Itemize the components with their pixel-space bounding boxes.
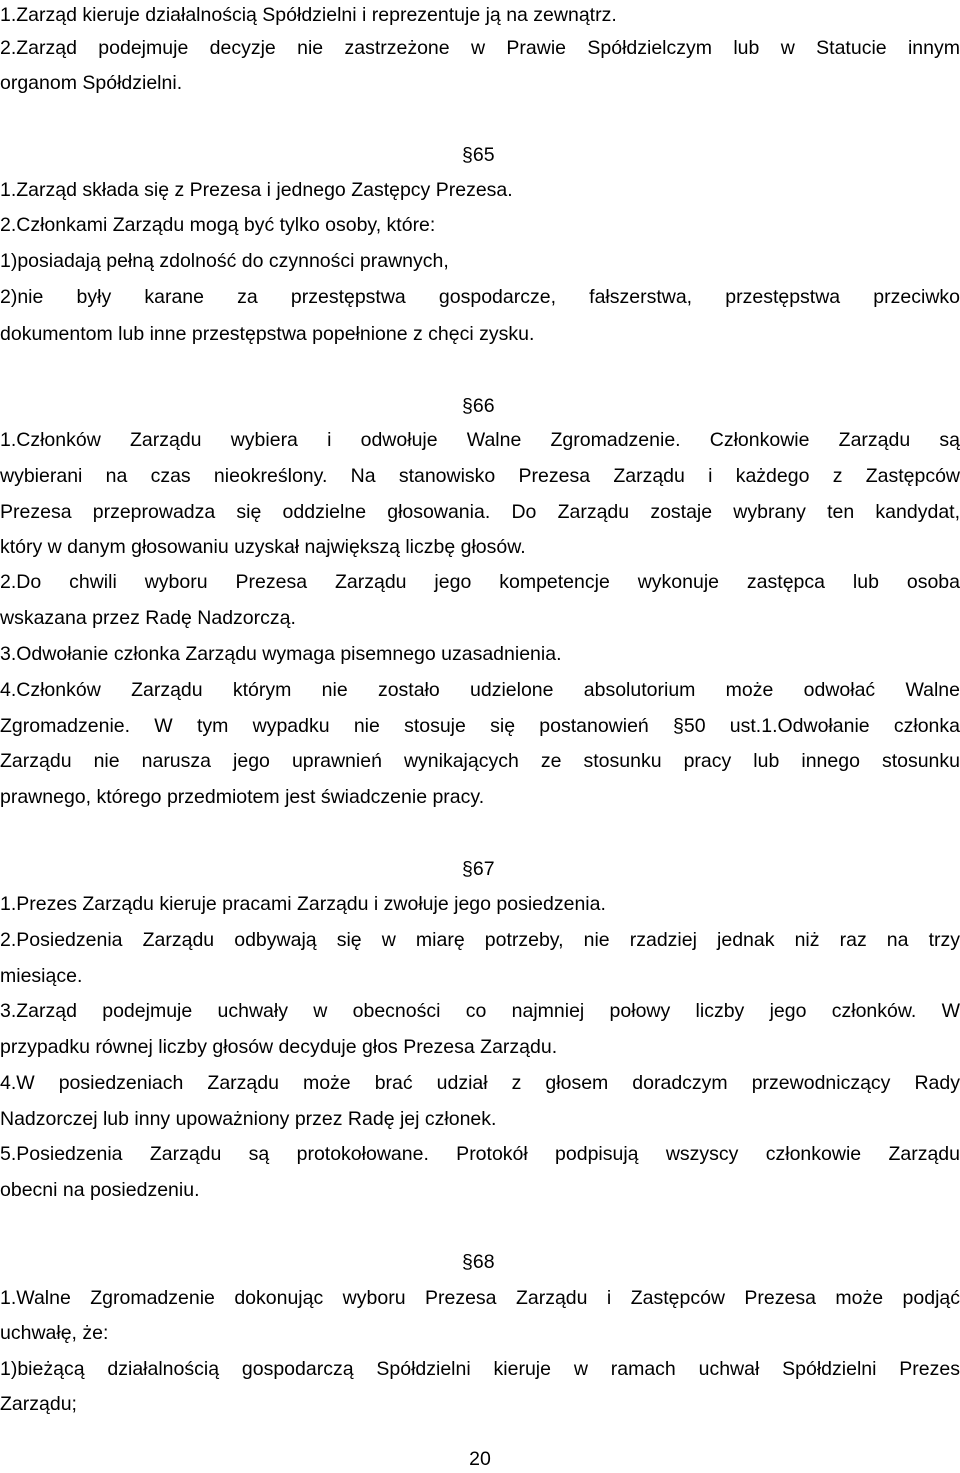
text-line: 1.Prezes Zarządu kieruje pracami Zarządu i zwołuje jego posiedzenia.	[0, 893, 606, 915]
text-line: Zgromadzenie. W tym wypadku nie stosuje się postanowień §50 ust.1.Odwołanie członka	[0, 715, 960, 737]
text-line: wybierani na czas nieokreślony. Na stanowisko Prezesa Zarządu i każdego z Zastępców	[0, 465, 960, 487]
text-line: 2.Posiedzenia Zarządu odbywają się w miarę potrzeby, nie rzadziej jednak niż raz na trzy	[0, 929, 960, 951]
text-line: uchwałę, że:	[0, 1322, 109, 1344]
text-line: Nadzorczej lub inny upoważniony przez Radę jej członek.	[0, 1108, 497, 1130]
text-line: 3.Zarząd podejmuje uchwały w obecności co najmniej połowy liczby jego członków. W	[0, 1000, 960, 1022]
text-line: organom Spółdzielni.	[0, 72, 183, 94]
section-heading-68: §68	[462, 1251, 495, 1273]
text-line: 1)posiadają pełną zdolność do czynności prawnych,	[0, 250, 449, 272]
text-line: 4.W posiedzeniach Zarządu może brać udział z głosem doradczym przewodniczący Rady	[0, 1072, 960, 1094]
text-line: 3.Odwołanie członka Zarządu wymaga pisemnego uzasadnienia.	[0, 643, 562, 665]
text-line: 2.Członkami Zarządu mogą być tylko osoby, które:	[0, 214, 436, 236]
text-line: 1)bieżącą działalnością gospodarczą Spółdzielni kieruje w ramach uchwał Spółdzielni Prezes	[0, 1358, 960, 1380]
section-heading-65: §65	[462, 144, 495, 166]
text-line: przypadku równej liczby głosów decyduje głos Prezesa Zarządu.	[0, 1036, 558, 1058]
text-line: 1.Członków Zarządu wybiera i odwołuje Walne Zgromadzenie. Członkowie Zarządu są	[0, 429, 960, 451]
text-line: 4.Członków Zarządu którym nie zostało udzielone absolutorium może odwołać Walne	[0, 679, 960, 701]
text-line: 2.Do chwili wyboru Prezesa Zarządu jego kompetencje wykonuje zastępca lub osoba	[0, 571, 960, 593]
text-line: 1.Zarząd kieruje działalnością Spółdzielni i reprezentuje ją na zewnątrz.	[0, 4, 617, 26]
text-line: 1.Walne Zgromadzenie dokonując wyboru Prezesa Zarządu i Zastępców Prezesa może podjąć	[0, 1287, 960, 1309]
text-line: obecni na posiedzeniu.	[0, 1179, 200, 1201]
text-line: 1.Zarząd składa się z Prezesa i jednego Zastępcy Prezesa.	[0, 179, 513, 201]
section-heading-66: §66	[462, 395, 495, 417]
text-line: 2)nie były karane za przestępstwa gospodarcze, fałszerstwa, przestępstwa przeciwko	[0, 286, 960, 308]
text-line: Prezesa przeprowadza się oddzielne głosowania. Do Zarządu zostaje wybrany ten kandydat,	[0, 501, 960, 523]
section-heading-67: §67	[462, 858, 495, 880]
page-number: 20	[469, 1448, 491, 1470]
text-line: miesiące.	[0, 965, 83, 987]
text-line: który w danym głosowaniu uzyskał największą liczbę głosów.	[0, 536, 526, 558]
text-line: prawnego, którego przedmiotem jest świadczenie pracy.	[0, 786, 485, 808]
text-line: dokumentom lub inne przestępstwa popełnione z chęci zysku.	[0, 323, 535, 345]
text-line: Zarządu nie narusza jego uprawnień wynikających ze stosunku pracy lub innego stosunku	[0, 750, 960, 772]
text-line: 2.Zarząd podejmuje decyzje nie zastrzeżone w Prawie Spółdzielczym lub w Statucie innym	[0, 37, 960, 59]
text-line: 5.Posiedzenia Zarządu są protokołowane. Protokół podpisują wszyscy członkowie Zarządu	[0, 1143, 960, 1165]
text-line: Zarządu;	[0, 1393, 77, 1415]
text-line: wskazana przez Radę Nadzorczą.	[0, 607, 296, 629]
